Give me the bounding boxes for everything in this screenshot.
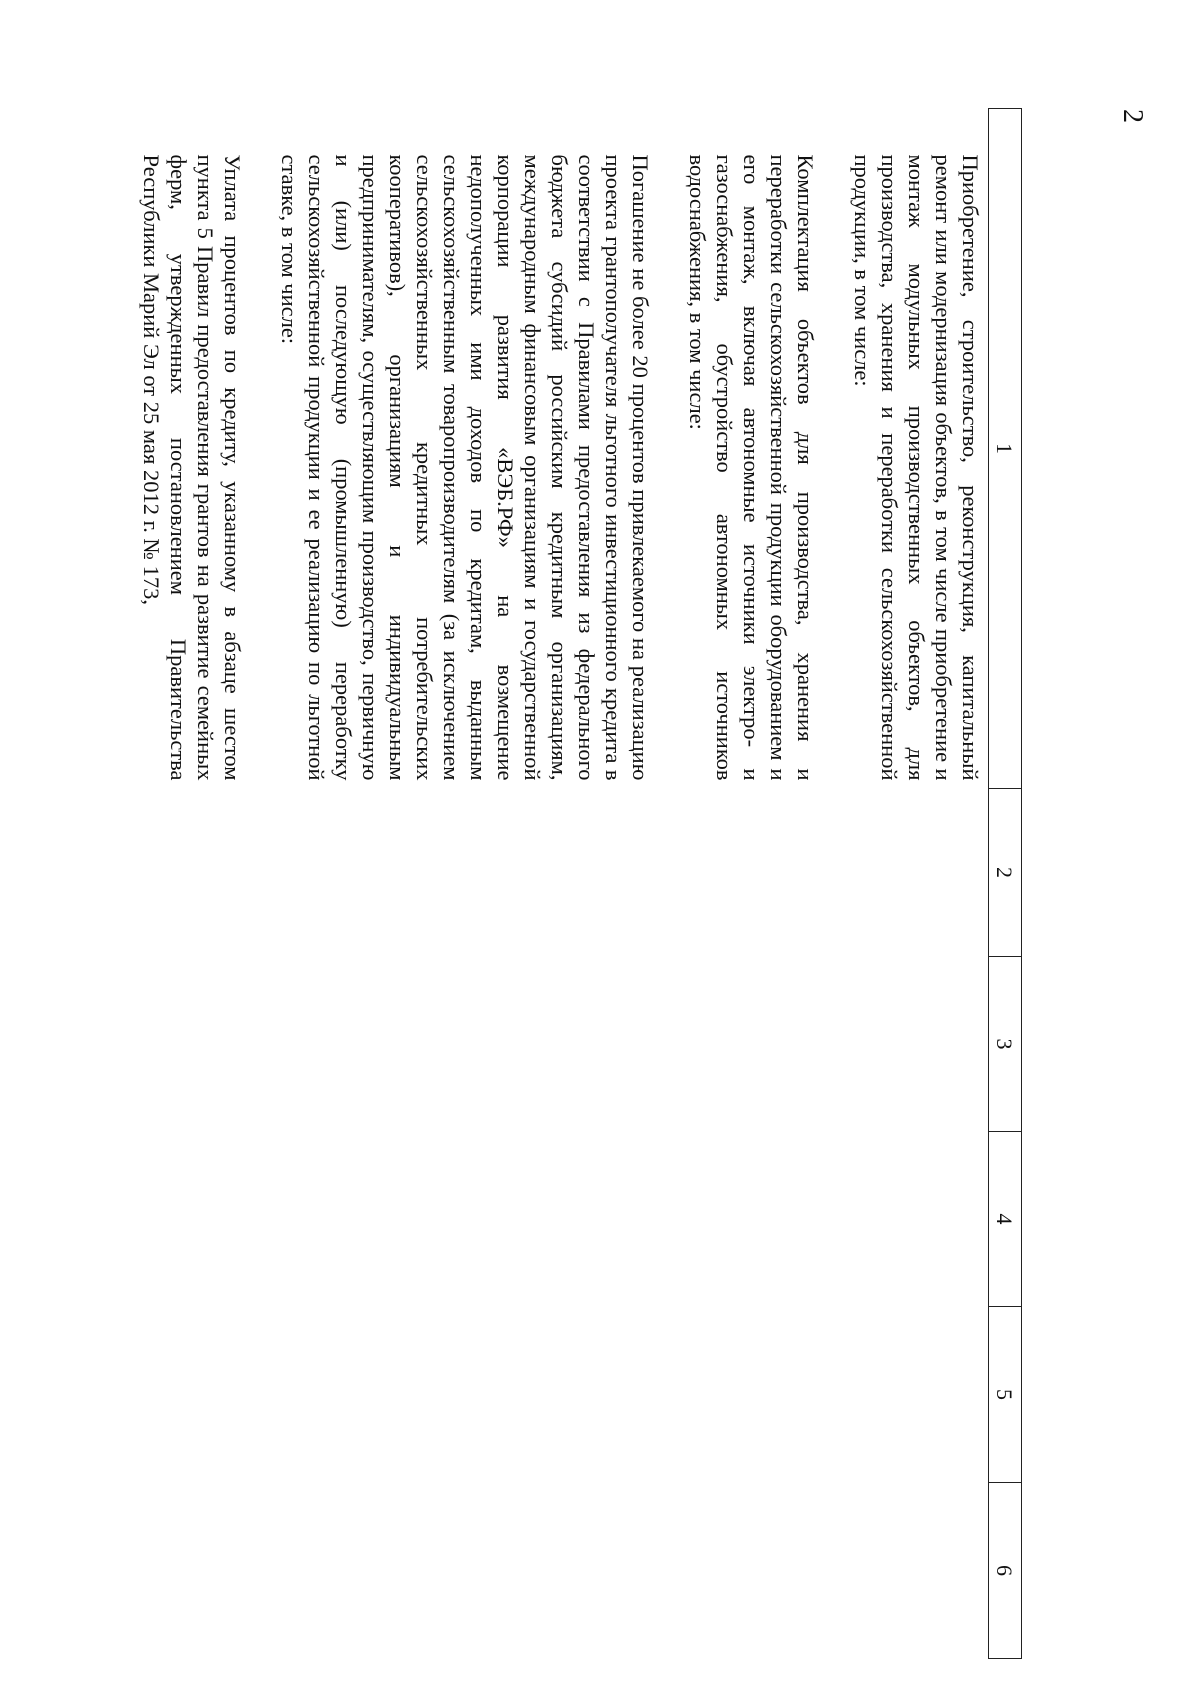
- table-cell-empty: [112, 789, 989, 957]
- column-header-4: 4: [989, 1132, 1022, 1307]
- table-cell-empty: [112, 1307, 989, 1483]
- table-row: [112, 109, 989, 1659]
- table-cell-empty: [112, 1483, 989, 1659]
- row-text-loan-repayment: Погашение не более 20 процентов привлекаемого на реализацию проекта грантополучателя льготного инвестиционного кредита в соответствии с Правилами предоставления из федерального бюджета субсидий российским кредитным организациям, международным финансовым организациям и государственной корпорации развития «ВЭБ.РФ» на возмещение недополученных ими доходов по кредитам, выданным сельскохозяйственным товаропроизводителям (за исключением сельскохозяйственных кредитных потребительских кооперативов), организациям и индивидуальным предпринимателям, осуществляющим производство, первичную и (или) последующую (промышленную) переработку сельскохозяйственной продукции и ее реализацию по льготной ставке, в том числе:: [277, 154, 653, 781]
- table-cell-description: [112, 109, 989, 789]
- rotated-document-page: [139, 108, 1022, 1658]
- column-header-1: 1: [989, 109, 1022, 789]
- table-header-row: [989, 109, 1022, 1659]
- row-text-acquisition-construction: Приобретение, строительство, реконструкция, капитальный ремонт или модернизация объектов, в том числе приобретение и монтаж модульных производственных объектов, для производства, хранения и переработки сельскохозяйственной продукции, в том числе:: [850, 154, 983, 781]
- page-number: 2: [1117, 109, 1148, 123]
- row-text-equipment: Комплектация объектов для производства, хранения и переработки сельскохозяйственной продукции оборудованием и его монтаж, включая автономные источники электро- и газоснабжения, обустройство автономных источников водоснабжения, в том числе:: [685, 154, 818, 781]
- table-cell-empty: [112, 1132, 989, 1307]
- row-text-interest-payment: Уплата процентов по кредиту, указанному в абзаце шестом пункта 5 Правил предоставления грантов на развитие семейных ферм, утвержденных постановлением Правительства Республики Марий Эл от 25 мая 2012 г. № 173,: [139, 154, 245, 781]
- funding-table: [112, 108, 1022, 1659]
- table-cell-empty: [112, 957, 989, 1132]
- column-header-6: 6: [989, 1483, 1022, 1659]
- column-header-3: 3: [989, 957, 1022, 1132]
- column-header-5: 5: [989, 1307, 1022, 1483]
- column-header-2: 2: [989, 789, 1022, 957]
